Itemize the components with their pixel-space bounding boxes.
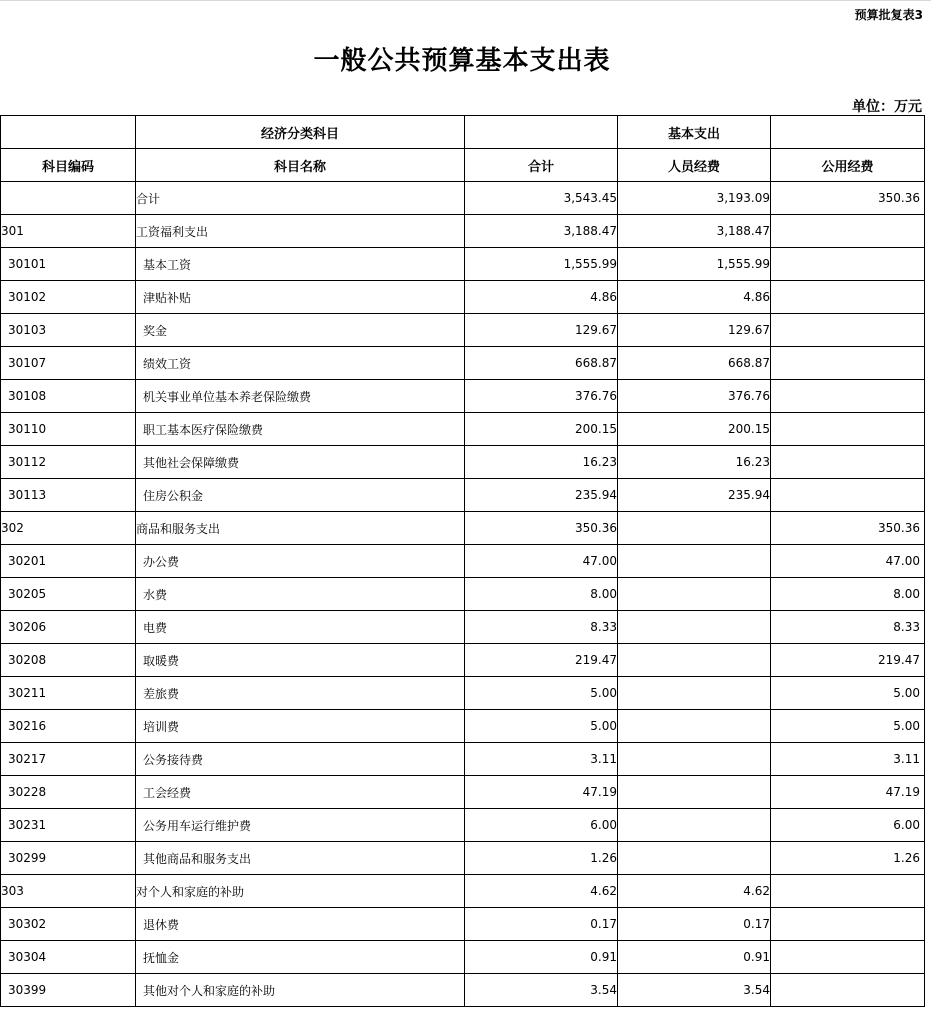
unit-label: 单位：万元 bbox=[852, 99, 922, 115]
table-header bbox=[1, 116, 925, 182]
total-cell: 668.87 bbox=[465, 347, 618, 380]
subject-code-cell: 30231 bbox=[1, 809, 136, 842]
total-cell: 235.94 bbox=[465, 479, 618, 512]
header-blank-cell bbox=[771, 116, 925, 149]
total-cell: 200.15 bbox=[465, 413, 618, 446]
personnel-expense-cell: 4.86 bbox=[618, 281, 771, 314]
personnel-expense-cell bbox=[618, 512, 771, 545]
subject-name-cell: 其他对个人和家庭的补助 bbox=[136, 974, 465, 1007]
total-cell: 8.33 bbox=[465, 611, 618, 644]
subject-code-cell: 30304 bbox=[1, 941, 136, 974]
table-row bbox=[1, 182, 925, 215]
public-expense-cell bbox=[771, 974, 925, 1007]
public-expense-cell bbox=[771, 446, 925, 479]
table-row bbox=[1, 446, 925, 479]
total-cell: 3.11 bbox=[465, 743, 618, 776]
header-basic-expenditure: 基本支出 bbox=[618, 116, 771, 149]
top-divider bbox=[0, 0, 931, 1]
subject-code-cell: 302 bbox=[1, 512, 136, 545]
public-expense-cell bbox=[771, 248, 925, 281]
table-row bbox=[1, 512, 925, 545]
header-total: 合计 bbox=[465, 149, 618, 182]
subject-code-cell: 30112 bbox=[1, 446, 136, 479]
subject-name-cell: 工资福利支出 bbox=[136, 215, 465, 248]
personnel-expense-cell bbox=[618, 644, 771, 677]
total-cell: 219.47 bbox=[465, 644, 618, 677]
public-expense-cell: 5.00 bbox=[771, 677, 925, 710]
form-number: 预算批复表3 bbox=[854, 8, 923, 22]
subject-name-cell: 合计 bbox=[136, 182, 465, 215]
subject-name-cell: 差旅费 bbox=[136, 677, 465, 710]
subject-code-cell: 301 bbox=[1, 215, 136, 248]
public-expense-cell: 8.33 bbox=[771, 611, 925, 644]
public-expense-cell: 47.00 bbox=[771, 545, 925, 578]
personnel-expense-cell bbox=[618, 677, 771, 710]
personnel-expense-cell: 235.94 bbox=[618, 479, 771, 512]
total-cell: 0.91 bbox=[465, 941, 618, 974]
subject-name-cell: 机关事业单位基本养老保险缴费 bbox=[136, 380, 465, 413]
table-body bbox=[1, 182, 925, 1007]
header-blank-cell bbox=[465, 116, 618, 149]
personnel-expense-cell bbox=[618, 710, 771, 743]
public-expense-cell: 8.00 bbox=[771, 578, 925, 611]
header-economic-classification: 经济分类科目 bbox=[136, 116, 465, 149]
header-public: 公用经费 bbox=[771, 149, 925, 182]
table-row bbox=[1, 875, 925, 908]
public-expense-cell bbox=[771, 875, 925, 908]
subject-code-cell: 30206 bbox=[1, 611, 136, 644]
personnel-expense-cell bbox=[618, 809, 771, 842]
public-expense-cell bbox=[771, 380, 925, 413]
personnel-expense-cell: 129.67 bbox=[618, 314, 771, 347]
subject-code-cell: 30208 bbox=[1, 644, 136, 677]
subject-name-cell: 工会经费 bbox=[136, 776, 465, 809]
subject-name-cell: 培训费 bbox=[136, 710, 465, 743]
public-expense-cell bbox=[771, 479, 925, 512]
table-row bbox=[1, 545, 925, 578]
total-cell: 350.36 bbox=[465, 512, 618, 545]
subject-name-cell: 其他商品和服务支出 bbox=[136, 842, 465, 875]
total-cell: 4.86 bbox=[465, 281, 618, 314]
subject-code-cell: 30201 bbox=[1, 545, 136, 578]
subject-code-cell: 30113 bbox=[1, 479, 136, 512]
subject-name-cell: 取暖费 bbox=[136, 644, 465, 677]
table-row bbox=[1, 413, 925, 446]
table-row bbox=[1, 941, 925, 974]
public-expense-cell: 350.36 bbox=[771, 512, 925, 545]
public-expense-cell bbox=[771, 941, 925, 974]
personnel-expense-cell bbox=[618, 842, 771, 875]
subject-name-cell: 基本工资 bbox=[136, 248, 465, 281]
subject-name-cell: 职工基本医疗保险缴费 bbox=[136, 413, 465, 446]
table-row bbox=[1, 314, 925, 347]
table-row bbox=[1, 908, 925, 941]
table-row bbox=[1, 842, 925, 875]
total-cell: 1.26 bbox=[465, 842, 618, 875]
header-column-row bbox=[1, 149, 925, 182]
public-expense-cell bbox=[771, 215, 925, 248]
total-cell: 376.76 bbox=[465, 380, 618, 413]
public-expense-cell: 1.26 bbox=[771, 842, 925, 875]
table-row bbox=[1, 710, 925, 743]
subject-code-cell: 30228 bbox=[1, 776, 136, 809]
public-expense-cell bbox=[771, 347, 925, 380]
personnel-expense-cell: 668.87 bbox=[618, 347, 771, 380]
table-row bbox=[1, 974, 925, 1007]
subject-code-cell: 30205 bbox=[1, 578, 136, 611]
personnel-expense-cell bbox=[618, 545, 771, 578]
table-row bbox=[1, 611, 925, 644]
public-expense-cell: 47.19 bbox=[771, 776, 925, 809]
personnel-expense-cell bbox=[618, 743, 771, 776]
table-row bbox=[1, 281, 925, 314]
total-cell: 16.23 bbox=[465, 446, 618, 479]
public-expense-cell: 350.36 bbox=[771, 182, 925, 215]
total-cell: 4.62 bbox=[465, 875, 618, 908]
header-name: 科目名称 bbox=[136, 149, 465, 182]
subject-name-cell: 绩效工资 bbox=[136, 347, 465, 380]
subject-code-cell: 30217 bbox=[1, 743, 136, 776]
subject-name-cell: 退休费 bbox=[136, 908, 465, 941]
personnel-expense-cell bbox=[618, 578, 771, 611]
subject-code-cell: 30211 bbox=[1, 677, 136, 710]
subject-name-cell: 其他社会保障缴费 bbox=[136, 446, 465, 479]
personnel-expense-cell: 1,555.99 bbox=[618, 248, 771, 281]
total-cell: 0.17 bbox=[465, 908, 618, 941]
total-cell: 3,188.47 bbox=[465, 215, 618, 248]
total-cell: 8.00 bbox=[465, 578, 618, 611]
subject-code-cell bbox=[1, 182, 136, 215]
public-expense-cell bbox=[771, 908, 925, 941]
personnel-expense-cell bbox=[618, 776, 771, 809]
total-cell: 5.00 bbox=[465, 710, 618, 743]
subject-code-cell: 30110 bbox=[1, 413, 136, 446]
header-code: 科目编码 bbox=[1, 149, 136, 182]
subject-code-cell: 303 bbox=[1, 875, 136, 908]
table-row bbox=[1, 347, 925, 380]
table-row bbox=[1, 215, 925, 248]
subject-code-cell: 30107 bbox=[1, 347, 136, 380]
subject-name-cell: 水费 bbox=[136, 578, 465, 611]
subject-name-cell: 公务用车运行维护费 bbox=[136, 809, 465, 842]
subject-name-cell: 奖金 bbox=[136, 314, 465, 347]
table-row bbox=[1, 248, 925, 281]
public-expense-cell: 3.11 bbox=[771, 743, 925, 776]
subject-code-cell: 30216 bbox=[1, 710, 136, 743]
subject-code-cell: 30299 bbox=[1, 842, 136, 875]
subject-name-cell: 电费 bbox=[136, 611, 465, 644]
personnel-expense-cell bbox=[618, 611, 771, 644]
header-blank-cell bbox=[1, 116, 136, 149]
personnel-expense-cell: 3,193.09 bbox=[618, 182, 771, 215]
personnel-expense-cell: 0.17 bbox=[618, 908, 771, 941]
table-row bbox=[1, 776, 925, 809]
subject-name-cell: 公务接待费 bbox=[136, 743, 465, 776]
personnel-expense-cell: 3.54 bbox=[618, 974, 771, 1007]
budget-table bbox=[0, 115, 925, 1007]
subject-code-cell: 30102 bbox=[1, 281, 136, 314]
total-cell: 3,543.45 bbox=[465, 182, 618, 215]
subject-code-cell: 30302 bbox=[1, 908, 136, 941]
public-expense-cell: 6.00 bbox=[771, 809, 925, 842]
subject-name-cell: 抚恤金 bbox=[136, 941, 465, 974]
personnel-expense-cell: 3,188.47 bbox=[618, 215, 771, 248]
table-row bbox=[1, 743, 925, 776]
total-cell: 47.19 bbox=[465, 776, 618, 809]
subject-name-cell: 对个人和家庭的补助 bbox=[136, 875, 465, 908]
personnel-expense-cell: 376.76 bbox=[618, 380, 771, 413]
subject-name-cell: 办公费 bbox=[136, 545, 465, 578]
subject-code-cell: 30399 bbox=[1, 974, 136, 1007]
subject-code-cell: 30101 bbox=[1, 248, 136, 281]
subject-code-cell: 30108 bbox=[1, 380, 136, 413]
total-cell: 47.00 bbox=[465, 545, 618, 578]
total-cell: 129.67 bbox=[465, 314, 618, 347]
subject-name-cell: 住房公积金 bbox=[136, 479, 465, 512]
header-personnel: 人员经费 bbox=[618, 149, 771, 182]
table-row bbox=[1, 677, 925, 710]
total-cell: 5.00 bbox=[465, 677, 618, 710]
table-row bbox=[1, 578, 925, 611]
public-expense-cell bbox=[771, 281, 925, 314]
public-expense-cell: 219.47 bbox=[771, 644, 925, 677]
header-group-row bbox=[1, 116, 925, 149]
table-row bbox=[1, 644, 925, 677]
public-expense-cell bbox=[771, 314, 925, 347]
total-cell: 1,555.99 bbox=[465, 248, 618, 281]
subject-code-cell: 30103 bbox=[1, 314, 136, 347]
personnel-expense-cell: 0.91 bbox=[618, 941, 771, 974]
personnel-expense-cell: 4.62 bbox=[618, 875, 771, 908]
page-title: 一般公共预算基本支出表 bbox=[313, 46, 611, 76]
subject-name-cell: 商品和服务支出 bbox=[136, 512, 465, 545]
table-row bbox=[1, 380, 925, 413]
personnel-expense-cell: 16.23 bbox=[618, 446, 771, 479]
subject-name-cell: 津贴补贴 bbox=[136, 281, 465, 314]
table-row bbox=[1, 479, 925, 512]
public-expense-cell bbox=[771, 413, 925, 446]
public-expense-cell: 5.00 bbox=[771, 710, 925, 743]
total-cell: 6.00 bbox=[465, 809, 618, 842]
table-row bbox=[1, 809, 925, 842]
personnel-expense-cell: 200.15 bbox=[618, 413, 771, 446]
total-cell: 3.54 bbox=[465, 974, 618, 1007]
